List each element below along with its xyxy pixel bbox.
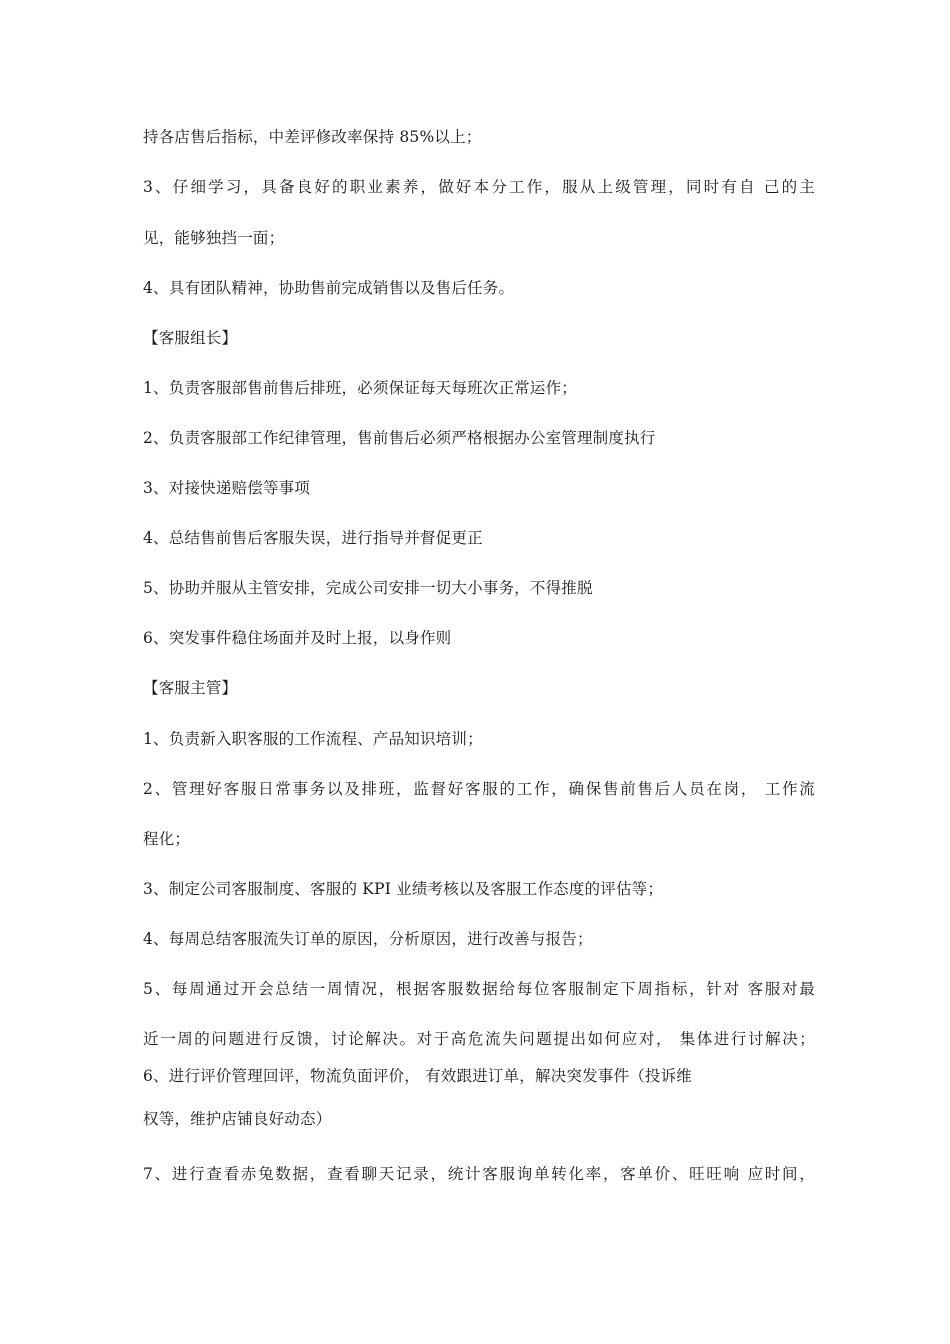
paragraph-line: 2、负责客服部工作纪律管理，售前售后必须严格根据办公室管理制度执行 <box>143 429 656 447</box>
paragraph-line: 1、负责新入职客服的工作流程、产品知识培训； <box>143 730 483 748</box>
paragraph-line: 5、每周通过开会总结一周情况，根据客服数据给每位客服制定下周指标，针对 客服对最 <box>143 980 815 998</box>
paragraph-line: 3、制定公司客服制度、客服的 KPI 业绩考核以及客服工作态度的评估等； <box>143 880 664 898</box>
paragraph-line: 7、进行查看赤兔数据，查看聊天记录，统计客服询单转化率，客单价、旺旺响 应时间， <box>143 1165 815 1183</box>
section-heading-supervisor: 【客服主管】 <box>143 679 238 697</box>
paragraph-line: 6、进行评价管理回评，物流负面评价， 有效跟进订单，解决突发事件（投诉维 <box>143 1067 692 1085</box>
paragraph-line: 5、协助并服从主管安排，完成公司安排一切大小事务，不得推脱 <box>143 579 593 597</box>
paragraph-line: 4、具有团队精神，协助售前完成销售以及售后任务。 <box>143 279 515 297</box>
paragraph-line: 4、总结售前售后客服失误，进行指导并督促更正 <box>143 529 483 547</box>
paragraph-line: 6、突发事件稳住场面并及时上报，以身作则 <box>143 629 452 647</box>
paragraph-line: 持各店售后指标，中差评修改率保持 85%以上； <box>143 128 482 146</box>
section-heading-team-leader: 【客服组长】 <box>143 329 238 347</box>
paragraph-line: 程化； <box>143 830 191 848</box>
paragraph-line: 近一周的问题进行反馈，讨论解决。对于高危流失问题提出如何应对， 集体进行讨解决； <box>143 1030 815 1048</box>
paragraph-line: 3、对接快递赔偿等事项 <box>143 479 311 497</box>
paragraph-line: 见，能够独挡一面； <box>143 229 285 247</box>
paragraph-line: 2、管理好客服日常事务以及排班，监督好客服的工作，确保售前售后人员在岗， 工作流 <box>143 780 815 798</box>
paragraph-line: 权等，维护店铺良好动态） <box>143 1110 332 1128</box>
paragraph-line: 3、仔细学习，具备良好的职业素养，做好本分工作，服从上级管理，同时有自 己的主 <box>143 178 815 196</box>
paragraph-line: 4、每周总结客服流失订单的原因，分析原因，进行改善与报告； <box>143 930 593 948</box>
paragraph-line: 1、负责客服部售前售后排班，必须保证每天每班次正常运作； <box>143 379 577 397</box>
